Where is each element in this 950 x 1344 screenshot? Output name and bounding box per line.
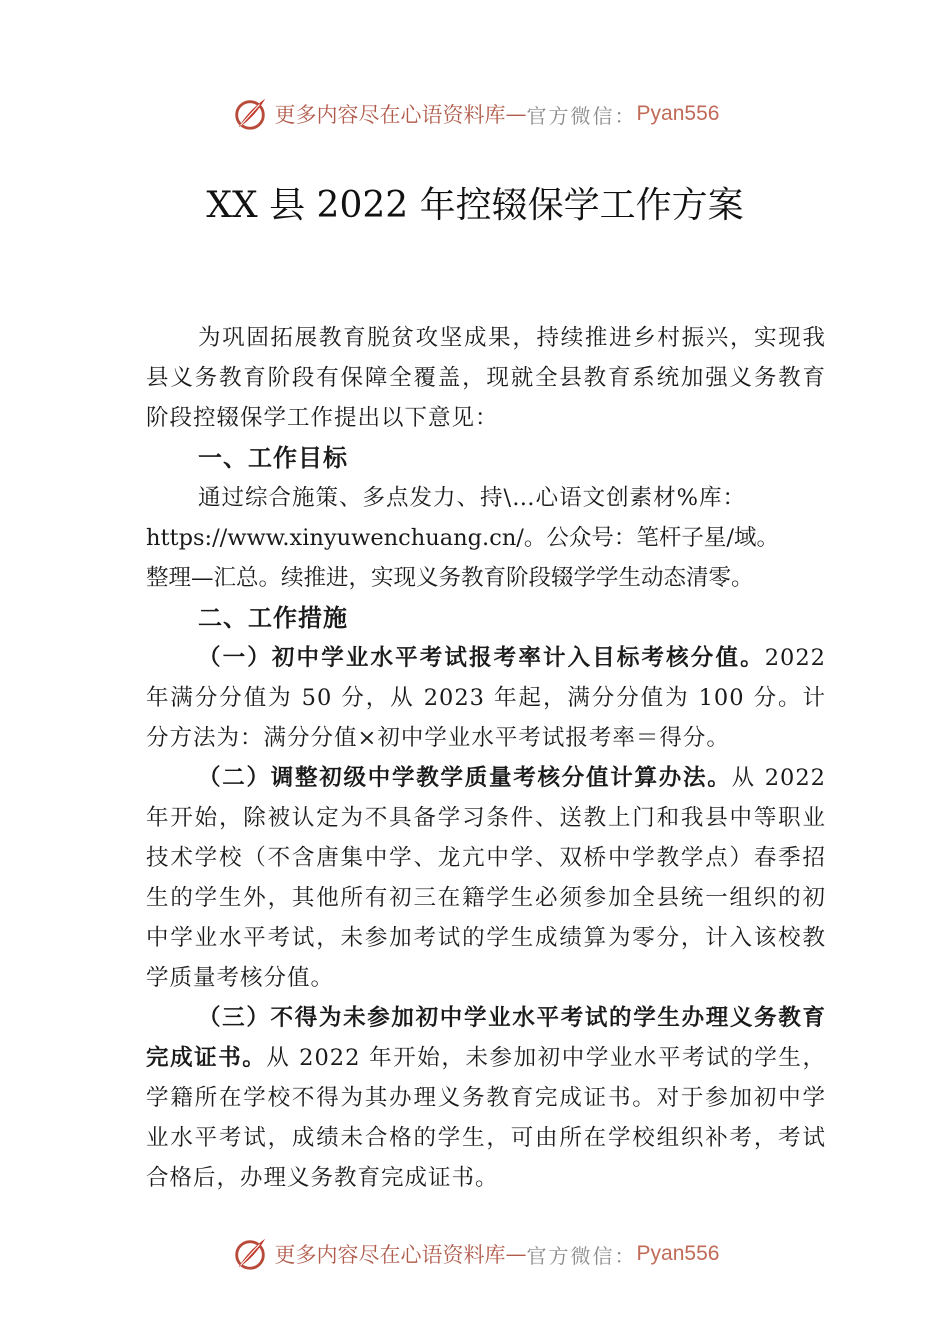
- watermark-banner-bottom: [0, 1232, 950, 1276]
- document-title: XX 县 2022 年控辍保学工作方案: [206, 185, 744, 226]
- measure-body: 从 2022 年开始，除被认定为不具备学习条件、送教上门和我县中等职业技术学校（不含唐集中学、龙亢中学、双桥中学教学点）春季招生的学生外，其他所有初三在籍学生必须参加全县统一组织的初中学业水平考试，未参加考试的学生成绩算为零分，计入该校教学质量考核分值。: [146, 765, 826, 991]
- document-body: [146, 318, 826, 1198]
- measure-item: [146, 758, 826, 998]
- goals-paragraph-url: https://www.xinyuwenchuang.cn/。公众号：笔杆子星/域。: [146, 525, 779, 551]
- measure-lead: （三）不得为未参加初中学业水平考试的学生办理义务教育完成证书。: [146, 1005, 826, 1071]
- measure-body: 从 2022 年开始，未参加初中学业水平考试的学生，学籍所在学校不得为其办理义务教育完成证书。对于参加初中学业水平考试，成绩未合格的学生，可由所在学校组织补考，考试合格后，办理义务教育完成证书。: [146, 1045, 826, 1191]
- measure-item: [146, 998, 826, 1198]
- measure-lead: （二）调整初级中学教学质量考核分值计算办法。: [198, 765, 732, 791]
- watermark-account: Pyan556: [636, 102, 720, 125]
- watermark-account: Pyan556: [636, 1242, 720, 1265]
- watermark-label: 官方微信：: [526, 103, 637, 128]
- goals-paragraph-b: 整理—汇总。续推进，实现义务教育阶段辍学学生动态清零。: [146, 565, 754, 591]
- watermark-banner-top: [0, 92, 950, 136]
- watermark-text: 更多内容尽在心语资料库: [274, 1243, 506, 1267]
- watermark-label: 官方微信：: [526, 1243, 637, 1268]
- watermark-text: 更多内容尽在心语资料库: [274, 103, 506, 127]
- feather-logo-icon: [231, 95, 269, 133]
- measure-item: [146, 638, 826, 758]
- goals-paragraph-a: 通过综合施策、多点发力、持\…心语文创素材%库：: [198, 485, 746, 511]
- measure-body: 2022 年满分分值为 50 分，从 2023 年起，满分分值为 100 分。计分方法为：满分分值×初中学业水平考试报考率＝得分。: [146, 645, 826, 751]
- watermark-separator: —: [505, 1242, 527, 1266]
- watermark-separator: —: [505, 102, 527, 126]
- section-heading-measures: 二、工作措施: [198, 604, 348, 632]
- section-heading-goals: 一、工作目标: [198, 444, 348, 472]
- intro-paragraph: 为巩固拓展教育脱贫攻坚成果，持续推进乡村振兴，实现我县义务教育阶段有保障全覆盖，现就全县教育系统加强义务教育阶段控辍保学工作提出以下意见：: [146, 325, 826, 431]
- feather-logo-icon: [231, 1235, 269, 1273]
- measure-lead: （一）初中学业水平考试报考率计入目标考核分值。: [198, 645, 765, 671]
